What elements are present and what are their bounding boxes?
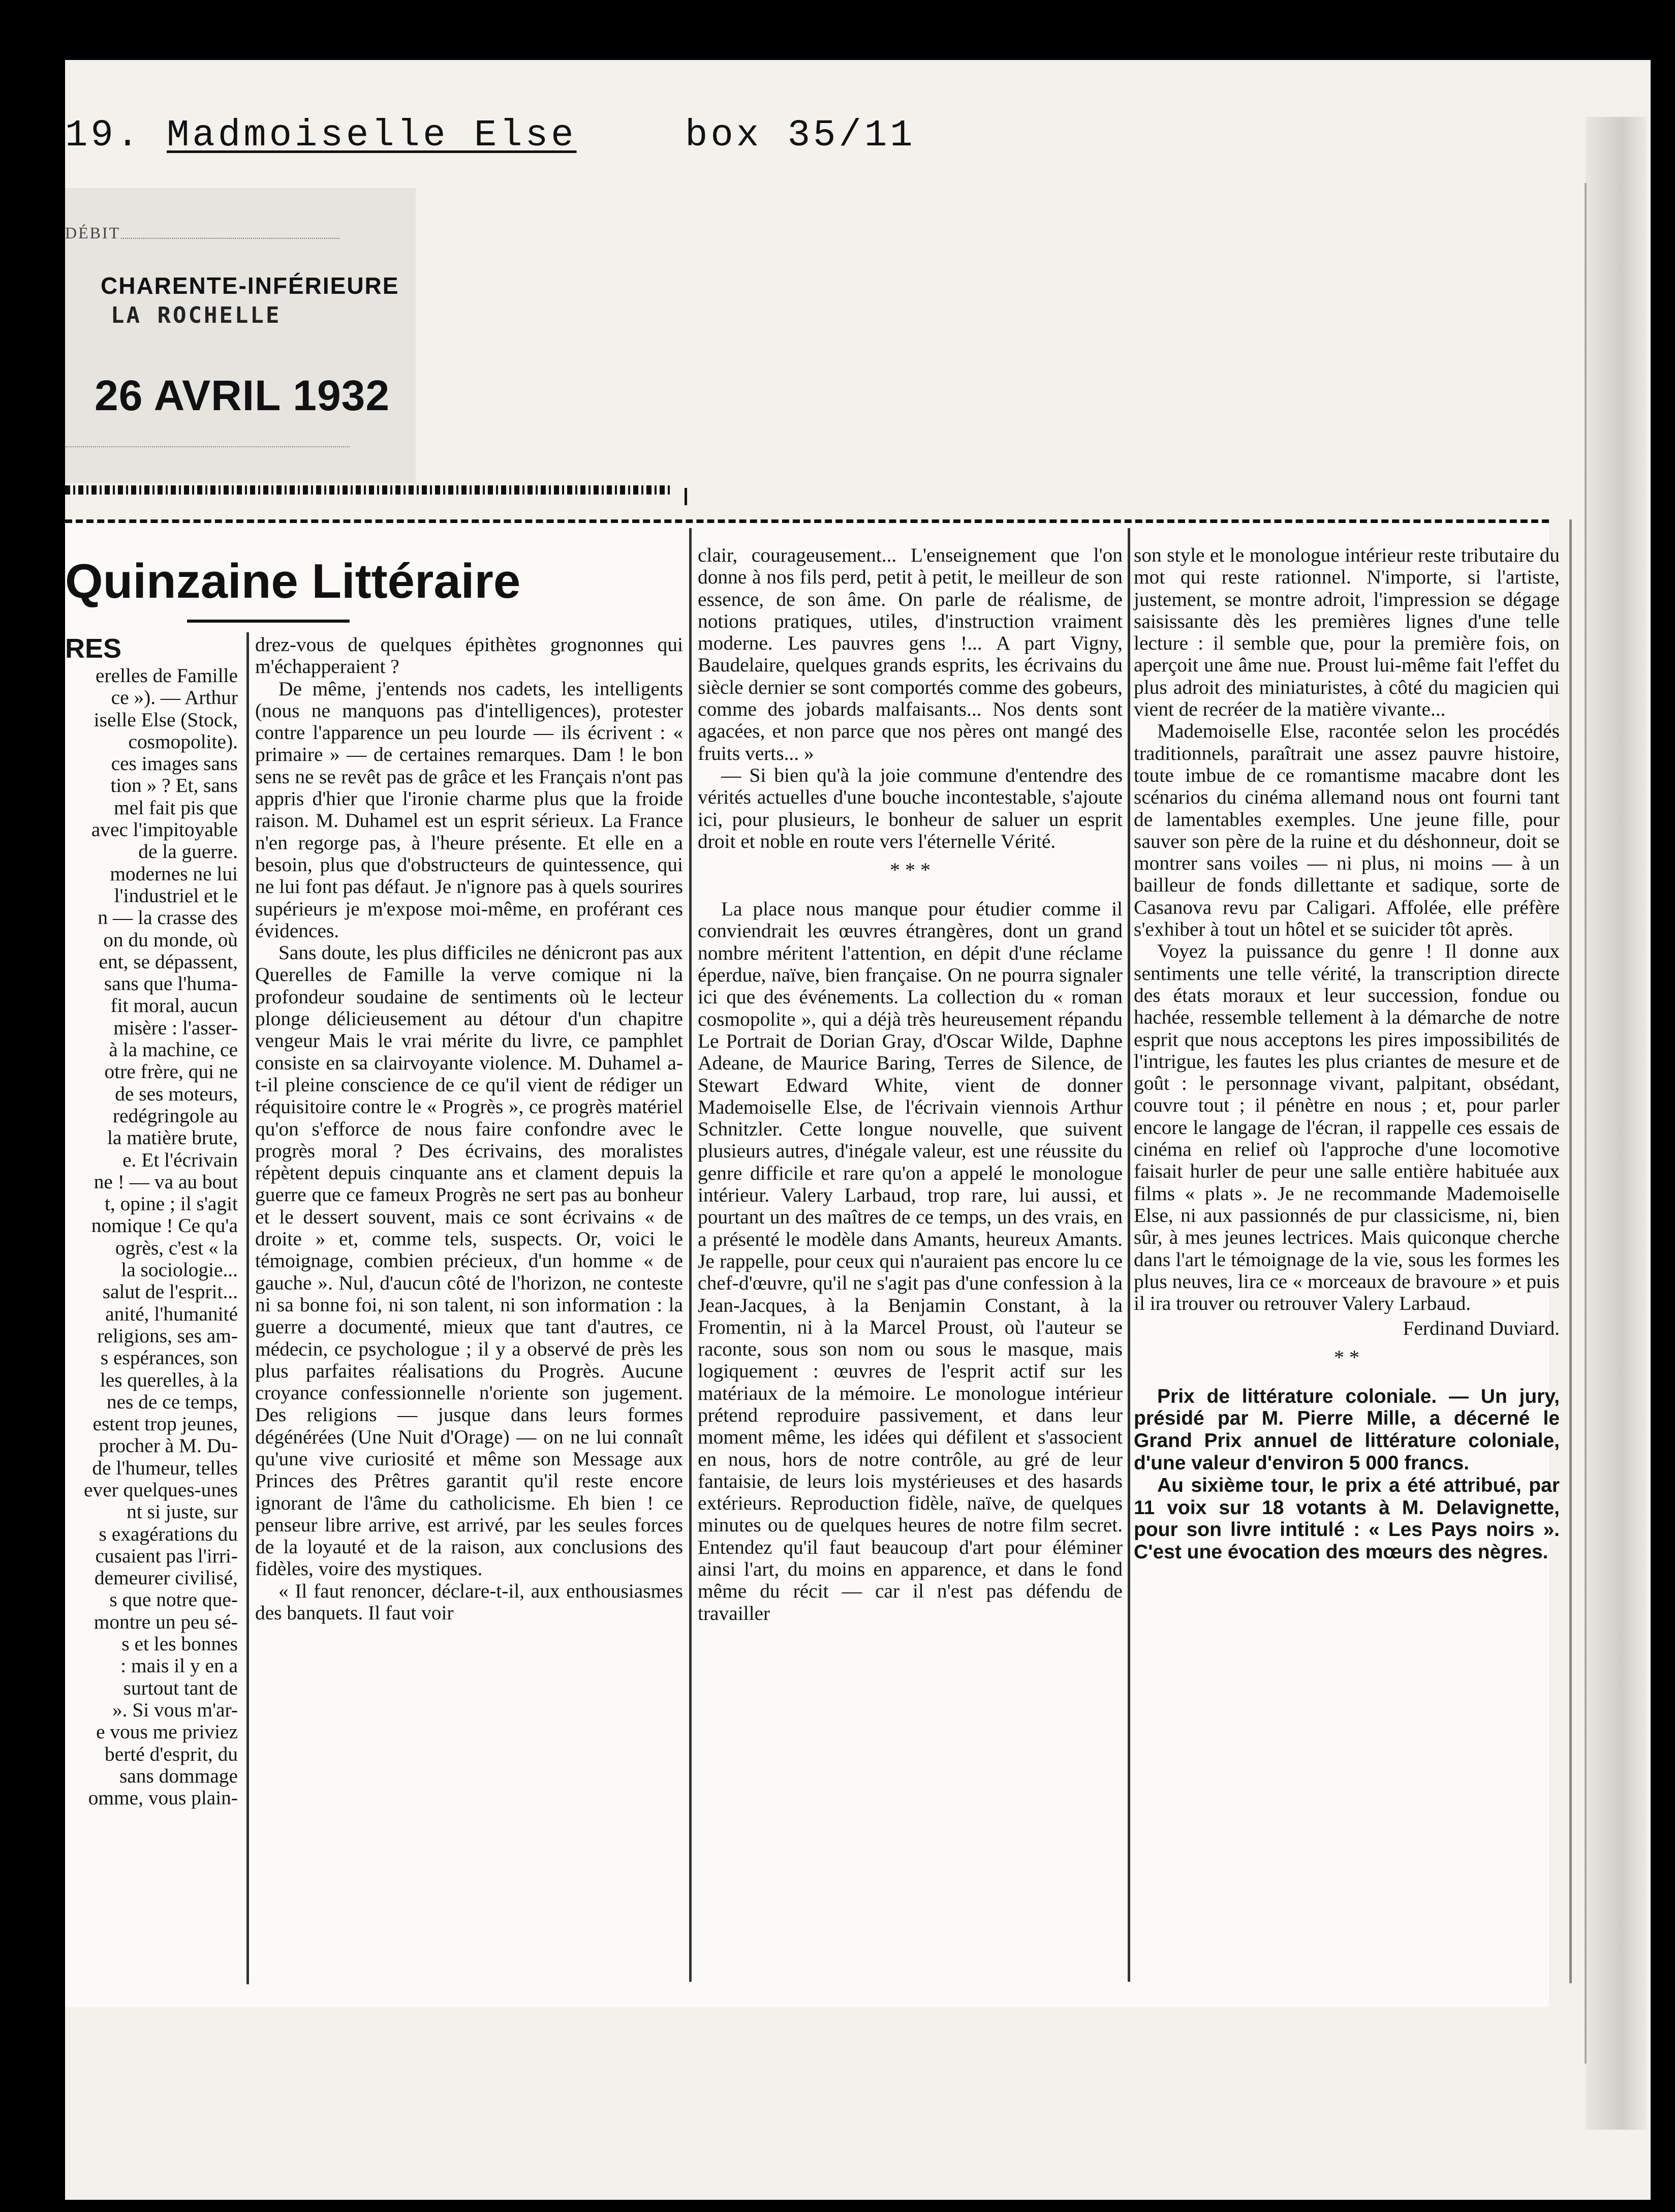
text-line: de la guerre.: [138, 840, 238, 863]
section-heading: RES: [65, 633, 122, 664]
box-number: box 35/11: [685, 114, 916, 157]
column-rule: [1128, 528, 1130, 1982]
text-line: ». Si vous m'ar-: [112, 1698, 238, 1721]
text-line: procher à M. Du-: [99, 1434, 238, 1457]
asterism: * * *: [890, 858, 930, 882]
paragraph: — Si bien qu'à la joie commune d'entendre des vérités actuelles d'une bouche incontestable, s'ajoute ici, pour plusieurs, le bonheur de saluer un esprit droit et noble en route vers l'éternelle Vérité.: [698, 763, 1123, 852]
text-line: cusaient pas l'irri-: [95, 1544, 238, 1567]
text-line: surtout tant de: [123, 1676, 238, 1699]
text-line: estent trop jeunes,: [92, 1412, 238, 1435]
paragraph: De même, j'entends nos cadets, les intelligents (nous ne manquons pas d'intelligences), protester contre l'apparence un peu lourde — ils écrivent : « primaire » — de certaines remarques. Dam ! le bon sens ne se revêt pas de grâce et les Français n'ont pas appris d'hier que l'ironie charme plus que la froide raison. M. Duhamel est un esprit sérieux. La France n'en regorge pas, à l'heure présente. Et elle en a besoin, plus que d'obstructeurs de quintessence, qui ne lui font pas défaut. Je n'ignore pas à quels sourires supérieurs je m'expose moi-même, en proférant ces évidences.: [255, 677, 683, 942]
text-line: cosmopolite).: [128, 730, 238, 753]
item-number: 19.: [65, 114, 142, 157]
text-line: : mais il y en a: [120, 1654, 238, 1677]
text-line: à la machine, ce: [109, 1038, 238, 1061]
column-1: [65, 632, 238, 1809]
text-line: fit moral, aucun: [110, 994, 238, 1017]
paragraph: son style et le monologue intérieur reste tributaire du mot qui reste rationnel. N'importe, si l'artiste, justement, se montre adroit, l'impression se dégage saisissante dès les premières lignes d'une telle lecture : il semble que, pour la première fois, on aperçoit une âme nue. Proust lui-même fait l'effet du plus adroit des miniaturistes, à côté du magicien qui vient de recréer de la matière vivante...: [1134, 544, 1560, 721]
text-line: demeurer civilisé,: [94, 1566, 238, 1589]
text-line: s et les bonnes: [121, 1633, 238, 1655]
text-line: tion » ? Et, sans: [110, 774, 238, 797]
text-line: les querelles, à la: [100, 1368, 238, 1391]
column-3: [698, 544, 1123, 1624]
text-line: ever quelques-unes: [84, 1478, 238, 1501]
text-line: misère : l'asser-: [113, 1016, 238, 1039]
paragraph: Mademoiselle Else, racontée selon les procédés traditionnels, paraîtrait une assez pauvre histoire, toute imbue de ce romantisme macabre dont les scénarios du cinéma allemand nous ont fourni tant de lamentables exemples. Une jeune fille, pour sauver son père de la ruine et du déshonneur, doit se montrer sans voiles — ni plus, ni moins — à un bailleur de fonds dillettante et sadique, sorte de Casanova revu par Caligari. Affolée, elle préfère s'exhiber à tout un hôtel et se suicider tôt après.: [1134, 720, 1560, 941]
text-line: sans que l'huma-: [104, 972, 238, 995]
text-line: ces images sans: [111, 752, 238, 775]
text-line: omme, vous plain-: [88, 1787, 238, 1809]
text-line: berté d'esprit, du: [105, 1742, 238, 1765]
press-stamp: [65, 188, 416, 483]
stamp-rule: [65, 446, 350, 447]
text-line: nomique ! Ce qu'a: [91, 1214, 238, 1237]
text-line: s espérances, son: [100, 1346, 238, 1369]
text-line: e. Et l'écrivain: [122, 1148, 238, 1171]
newspaper-clipping: [65, 519, 1560, 2007]
text-line: de l'humeur, telles: [92, 1456, 238, 1479]
text-line: nt si juste, sur: [127, 1500, 238, 1523]
text-line: e vous me priviez: [96, 1721, 238, 1743]
debit-line: [121, 238, 339, 239]
tick-mark: [685, 488, 687, 505]
debit-label: DÉBIT: [65, 224, 121, 242]
prix-paragraph: Au sixième tour, le prix a été attribué, par 11 voix sur 18 votants à M. Delavignette, pour son livre intitulé : « Les Pays noirs ». C'est une évocation des mœurs des nègres.: [1134, 1474, 1560, 1563]
text-line: l'industriel et le: [114, 884, 238, 907]
text-line: religions, ses am-: [97, 1324, 238, 1347]
text-line: ent, se dépassent,: [99, 950, 238, 973]
text-line: sans dommage: [119, 1764, 238, 1787]
column-rule: [689, 528, 692, 1982]
ornament-rule: [65, 485, 670, 495]
text-line: anité, l'humanité: [105, 1302, 238, 1325]
paragraph: Voyez la puissance du genre ! Il donne aux sentiments une telle vérité, la transcription directe des états moraux et leur succession, fondue ou hachée, ressemble tellement à la démarche de notre esprit que nous acceptons les pires impossibilités de l'intrigue, les fautes les plus criantes de mesure et de goût : le personnage vivant, palpitant, obsédant, couvre tout ; il pénètre en nous ; et, pour parler encore le langage de l'écran, il rappelle ces essais de cinéma en relief où l'approche d'une locomotive faisait hurler de peur une salle entière habituée aux films « plats ». Je ne recommande Mademoiselle Else, ni aux passionnés de pur classicisme, ni, bien sûr, à mes jeunes lectrices. Mais quiconque cherche dans l'art le témoignage de la vie, sous les formes les plus neuves, lira ce « morceaux de bravoure » et puis il ira trouver ou retrouver Valery Larbaud.: [1134, 940, 1560, 1315]
stamp-department: CHARENTE-INFÉRIEURE: [101, 272, 399, 299]
text-line: montre un peu sé-: [94, 1610, 238, 1633]
text-line: modernes ne lui: [110, 862, 238, 885]
article-title: Quinzaine Littéraire: [65, 554, 521, 608]
stamp-date: 26 AVRIL 1932: [95, 372, 390, 419]
item-title: Madmoiselle Else: [167, 114, 577, 157]
paragraph: La place nous manque pour étudier comme il conviendrait les œuvres étrangères, dont un grand nombre méritent l'attention, en dépit d'une réclame éperdue, naïve, bien française. On ne pourra signaler ici que des événements. La collection du « roman cosmopolite », qui a déjà très heureusement répandu Le Portrait de Dorian Gray, d'Oscar Wilde, Daphne Adeane, de Maurice Baring, Terres de Silence, de Stewart Edward White, vient de donner Mademoiselle Else, de l'écrivain viennois Arthur Schnitzler. Cette longue nouvelle, que suivent plusieurs autres, d'inégale valeur, est une réussite du genre difficile et rare qu'on a appelé le monologue intérieur. Valery Larbaud, trop rare, lui aussi, et pourtant un des maîtres de ce temps, un des vrais, en a présenté le modèle dans Amants, heureux Amants. Je rappelle, pour ceux qui n'auraient pas encore lu ce chef-d'œuvre, qu'il ne s'agit pas d'une confession à la Jean-Jacques, à la Benjamin Constant, à la Fromentin, ni à la Marcel Proust, où l'auteur se raconte, sous son nom ou sous le masque, mais logiquement : œuvres de l'esprit actif sur les matériaux de la mémoire. Le monologue intérieur prétend reproduire passivement, et dans leur moment même, les idées qui défilent et s'associent en nous, hors de notre contrôle, au gré de leur fantaisie, de leurs lois mystérieuses et des hasards extérieurs. Reproduction fidèle, naïve, de quelques minutes ou de quelques heures de notre film secret. Entendez qu'il faut beaucoup d'art pour éléminer ainsi l'art, du moins en apparence, et dans le fond même du récit — car il n'est pas défendu de travailler: [698, 898, 1123, 1624]
text-line: salut de l'esprit...: [102, 1280, 238, 1303]
asterism: * *: [1334, 1345, 1359, 1369]
text-line: la matière brute,: [107, 1126, 238, 1149]
stamp-city: LA ROCHELLE: [111, 302, 282, 328]
column-4: [1134, 544, 1560, 1563]
text-line: ogrès, c'est « la: [115, 1236, 238, 1259]
text-line: s exagérations du: [99, 1522, 238, 1545]
text-line: on du monde, où: [103, 928, 238, 951]
text-line: mel fait pis que: [114, 796, 238, 819]
text-line: avec l'impitoyable: [91, 818, 238, 841]
text-line: s que notre que-: [109, 1588, 238, 1611]
text-line: otre frère, qui ne: [104, 1060, 238, 1083]
frame-line: [1569, 519, 1572, 1983]
paragraph: clair, courageusement... L'enseignement que l'on donne à nos fils perd, petit à petit, le meilleur de son essence, de son âme. On parle de réalisme, de notions pratiques, utiles, d'instruction vraiment moderne. Les pauvres gens !... A part Vigny, Baudelaire, quelques grands esprits, les écrivains du siècle dernier se sont comportés comme des gobeurs, comme des jobards malfaisants... Nos dents sont agacées, et non parce que nos pères ont mangé des fruits verts... »: [698, 544, 1123, 764]
column-1-lines: [65, 665, 238, 1809]
text-line: iselle Else (Stock,: [94, 708, 238, 731]
text-line: n — la crasse des: [98, 906, 238, 929]
text-line: erelles de Famille: [95, 664, 238, 687]
text-line: de ses moteurs,: [115, 1082, 238, 1105]
column-rule: [246, 632, 249, 1984]
column-2: [255, 634, 683, 1624]
text-line: ne ! — va au bout: [94, 1170, 238, 1193]
text-line: ce »). — Arthur: [111, 686, 238, 709]
frame-line: [1585, 183, 1587, 2064]
paragraph: drez-vous de quelques épithètes grognonnes qui m'échapperaient ?: [255, 633, 683, 678]
text-line: la sociologie...: [121, 1258, 238, 1281]
prix-paragraph: Prix de littérature coloniale. — Un jury, présidé par M. Pierre Mille, a décerné le Grand Prix annuel de littérature coloniale, d'une valeur d'environ 5 000 francs.: [1134, 1385, 1560, 1474]
signature: Ferdinand Duviard.: [1403, 1317, 1560, 1340]
paragraph: Sans doute, les plus difficiles ne dénicront pas aux Querelles de Famille la verve comique ni la profondeur soudaine de sentiments où le lecteur plonge délicieusement au détour d'un chapitre vengeur Mais le vrai mérite du livre, ce pamphlet consiste en sa clairvoyante violence. M. Duhamel a-t-il pleine conscience de ce qu'il vient de rédiger un réquisitoire contre le « Progrès », ce progrès matériel qu'on s'efforce de nous faire confondre avec le progrès moral ? Des écrivains, des moralistes répètent depuis cinquante ans et clament depuis la guerre que ce fameux Progrès ne sert pas au bonheur et le dessert souvent, mais ce sont écrivains « de droite » et, comme tels, suspects. Or, voici le témoignage, combien précieux, d'un homme « de gauche ». Nul, d'aucun côté de l'horizon, ne conteste ni sa bonne foi, ni son talent, ni son information : la guerre a documenté, mieux que tant d'autres, ce médecin, ce psychologue ; il y a observé de près les plus parfaites réalisations du Progrès. Aucune croyance confessionnelle n'oriente son jugement. Des religions — jusque dans leurs formes dégénérées (Une Nuit d'Orage) — on ne lui connaît qu'une vive curiosité et même son Message aux Princes des Prêtres garantit qu'il reste encore ignorant de l'âme du catholicisme. Eh bien ! ce penseur libre arrive, est arrivé, par les seules forces de la loyauté et de la raison, aux conclusions des fidèles, voire des mystiques.: [255, 941, 683, 1580]
text-line: nes de ce temps,: [106, 1390, 238, 1413]
text-line: redégringole au: [112, 1104, 238, 1127]
text-line: t, opine ; il s'agit: [104, 1192, 238, 1215]
archive-header: [65, 114, 929, 160]
title-rule: [187, 620, 350, 623]
page-edge: [1586, 117, 1647, 2130]
paragraph: « Il faut renoncer, déclare-t-il, aux enthousiasmes des banquets. Il faut voir: [255, 1579, 683, 1624]
